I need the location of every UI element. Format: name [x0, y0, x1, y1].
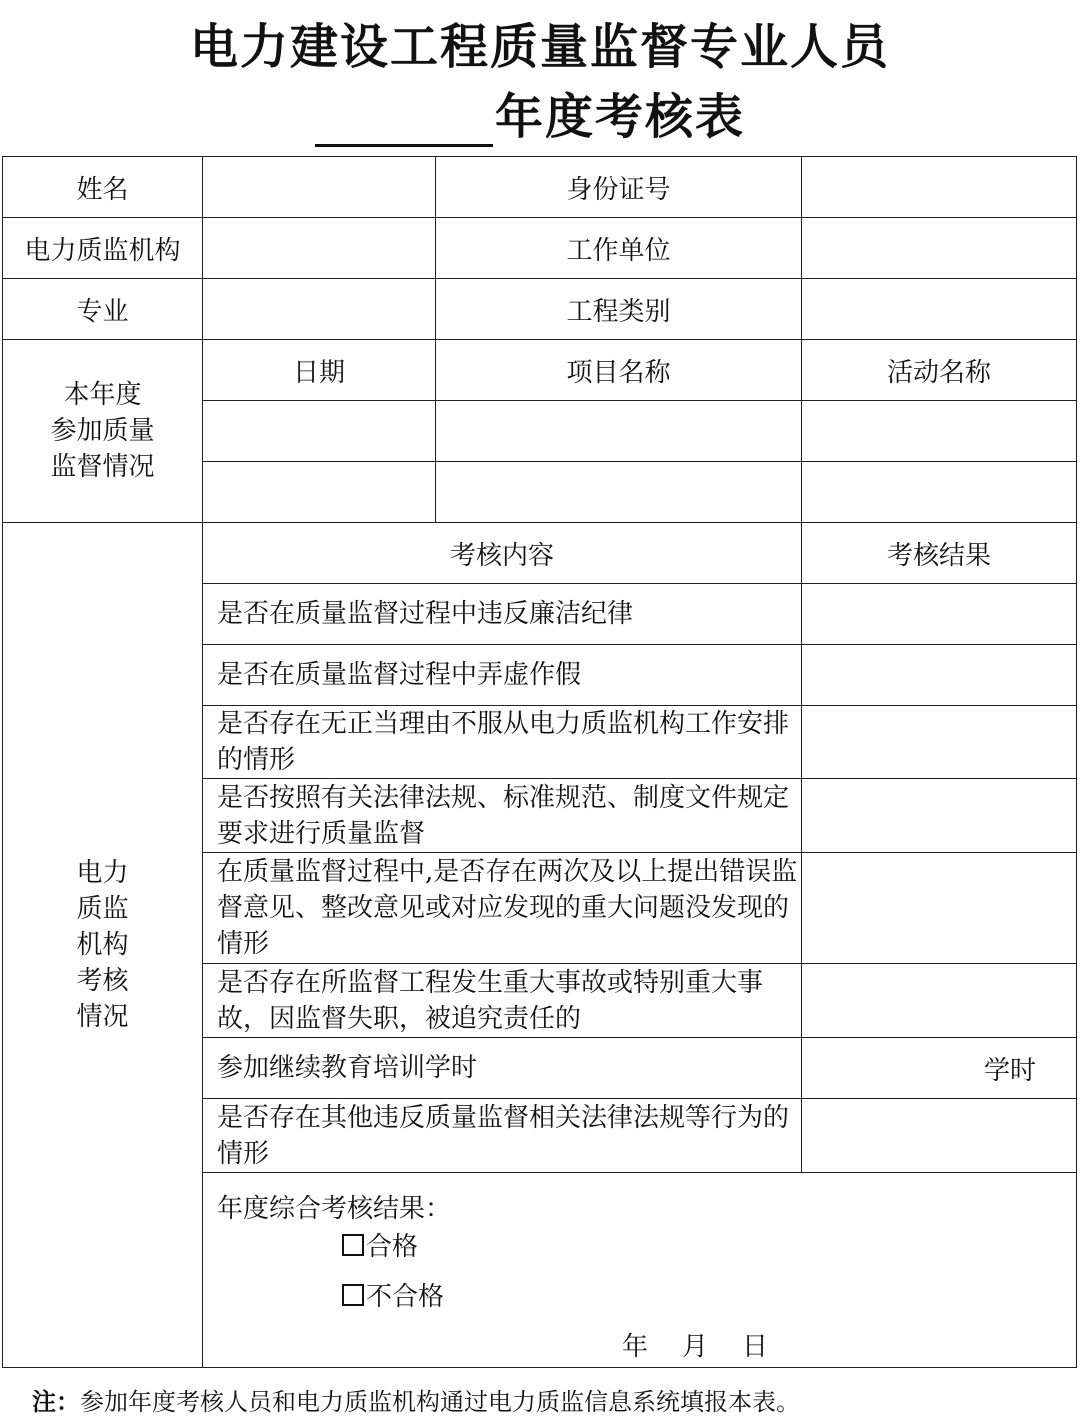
date-year-label: 年: [622, 1332, 649, 1362]
project-category-label: 工程类别: [436, 279, 802, 340]
assessment-result-cell[interactable]: [802, 706, 1077, 779]
assessment-item: 是否存在无正当理由不服从电力质监机构工作安排的情形: [203, 706, 802, 779]
assessment-item: 是否在质量监督过程中违反廉洁纪律: [203, 584, 802, 645]
assessment-item: 是否在质量监督过程中弄虚作假: [203, 645, 802, 706]
annual-summary-label: 年度综合考核结果：: [217, 1194, 452, 1224]
name-field[interactable]: [203, 157, 436, 218]
work-unit-label: 工作单位: [436, 218, 802, 279]
pass-option[interactable]: [217, 1229, 1076, 1265]
fail-option[interactable]: [217, 1279, 1076, 1315]
assessment-label-line: 质监: [76, 894, 129, 924]
participation-date-cell[interactable]: [203, 401, 436, 462]
date-day-label: 日: [742, 1332, 769, 1362]
assessment-item: 在质量监督过程中,是否存在两次及以上提出错误监督意见、整改意见或对应发现的重大问题没发现的情形: [203, 853, 802, 964]
assessment-content-header: 考核内容: [203, 523, 802, 584]
date-month-label: 月: [682, 1332, 709, 1362]
participation-project-cell[interactable]: [436, 462, 802, 523]
participation-label-line: 本年度: [63, 380, 142, 410]
assessment-label: [3, 523, 203, 1368]
assessment-result-cell[interactable]: [802, 584, 1077, 645]
assessment-label-line: 机构: [76, 930, 129, 960]
work-unit-field[interactable]: [802, 218, 1077, 279]
participation-label-line: 参加质量: [50, 416, 155, 446]
assessment-item: 是否按照有关法律法规、标准规范、制度文件规定要求进行质量监督: [203, 779, 802, 853]
org-label: 电力质监机构: [3, 218, 203, 279]
org-field[interactable]: [203, 218, 436, 279]
training-hours-unit: 学时: [983, 1055, 1036, 1086]
participation-project-cell[interactable]: [436, 401, 802, 462]
name-label: 姓名: [3, 157, 203, 218]
assessment-form-table: [2, 156, 1077, 1368]
fail-option-label: 不合格: [366, 1282, 445, 1312]
assessment-item: 参加继续教育培训学时: [203, 1038, 802, 1099]
form-title-line1: 电力建设工程质量监督专业人员: [189, 19, 890, 75]
assessment-result-cell[interactable]: [802, 853, 1077, 964]
annual-summary-cell: [203, 1173, 1077, 1368]
signature-date: [217, 1329, 1076, 1365]
assessment-result-cell[interactable]: [802, 1099, 1077, 1173]
assessment-result-cell[interactable]: [802, 645, 1077, 706]
training-hours-cell[interactable]: [802, 1038, 1077, 1099]
participation-label: [3, 340, 203, 523]
assessment-result-cell[interactable]: [802, 779, 1077, 853]
assessment-item: 是否存在所监督工程发生重大事故或特别重大事故，因监督失职，被追究责任的: [203, 964, 802, 1038]
participation-date-cell[interactable]: [203, 462, 436, 523]
assessment-label-line: 考核: [76, 966, 129, 996]
date-header: 日期: [203, 340, 436, 401]
major-label: 专业: [3, 279, 203, 340]
footnote-prefix: 注：: [32, 1388, 80, 1416]
form-title-text: 年度考核表: [495, 89, 746, 145]
id-number-field[interactable]: [802, 157, 1077, 218]
year-blank[interactable]: [315, 90, 493, 147]
assessment-label-line: 情况: [76, 1002, 129, 1032]
assessment-result-header: 考核结果: [802, 523, 1077, 584]
project-category-field[interactable]: [802, 279, 1077, 340]
assessment-result-cell[interactable]: [802, 964, 1077, 1038]
participation-label-line: 监督情况: [50, 452, 155, 482]
footnote: [32, 1382, 800, 1417]
participation-activity-cell[interactable]: [802, 462, 1077, 523]
project-name-header: 项目名称: [436, 340, 802, 401]
form-title-line2: [315, 78, 745, 147]
major-field[interactable]: [203, 279, 436, 340]
pass-checkbox[interactable]: [342, 1234, 364, 1256]
assessment-item: 是否存在其他违反质量监督相关法律法规等行为的情形: [203, 1099, 802, 1173]
participation-activity-cell[interactable]: [802, 401, 1077, 462]
pass-option-label: 合格: [366, 1232, 419, 1262]
assessment-label-line: 电力: [76, 858, 129, 888]
fail-checkbox[interactable]: [342, 1284, 364, 1306]
footnote-text: 参加年度考核人员和电力质监机构通过电力质监信息系统填报本表。: [80, 1388, 800, 1416]
activity-name-header: 活动名称: [802, 340, 1077, 401]
id-number-label: 身份证号: [436, 157, 802, 218]
